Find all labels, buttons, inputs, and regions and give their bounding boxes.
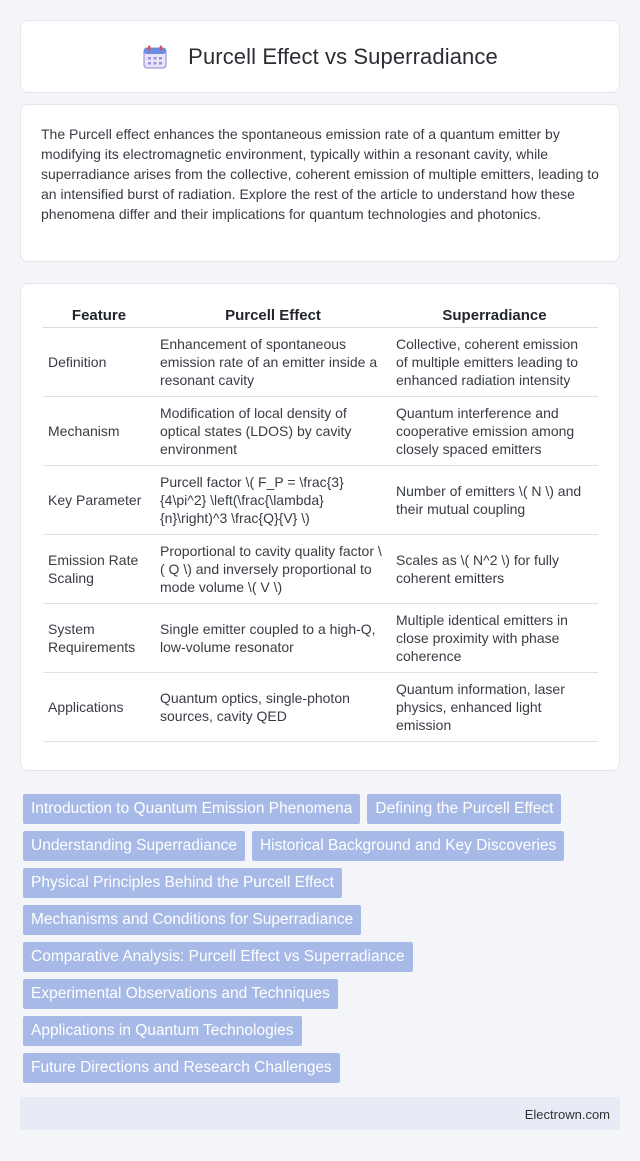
cell-purcell: Purcell factor \( F_P = \frac{3}{4\pi^2} \left(\frac{\lambda}{n}\right)^3 \frac{Q}{V} \) (155, 466, 391, 535)
cell-purcell: Enhancement of spontaneous emission rate of an emitter inside a resonant cavity (155, 328, 391, 397)
cell-feature: Definition (43, 328, 155, 397)
table-row (43, 328, 598, 397)
cell-feature: System Requirements (43, 604, 155, 673)
topic-tag-link[interactable]: Introduction to Quantum Emission Phenomena (23, 794, 360, 824)
cell-feature: Mechanism (43, 397, 155, 466)
header-card (20, 20, 620, 93)
cell-superradiance: Multiple identical emitters in close proximity with phase coherence (391, 604, 598, 673)
table-row (43, 673, 598, 742)
topic-tag-link[interactable]: Mechanisms and Conditions for Superradiance (23, 905, 361, 935)
cell-superradiance: Quantum interference and cooperative emission among closely spaced emitters (391, 397, 598, 466)
calendar-icon (142, 44, 168, 70)
page-title: Purcell Effect vs Superradiance (188, 43, 498, 69)
topic-tag-link[interactable]: Future Directions and Research Challenges (23, 1053, 340, 1083)
column-header-superradiance: Superradiance (391, 303, 598, 328)
cell-superradiance: Quantum information, laser physics, enhanced light emission (391, 673, 598, 742)
cell-purcell: Proportional to cavity quality factor \( Q \) and inversely proportional to mode volume \( V \) (155, 535, 391, 604)
cell-superradiance: Scales as \( N^2 \) for fully coherent emitters (391, 535, 598, 604)
cell-purcell: Single emitter coupled to a high-Q, low-volume resonator (155, 604, 391, 673)
intro-card (20, 104, 620, 262)
table-row (43, 535, 598, 604)
footer-site-name: Electrown.com (524, 1107, 610, 1122)
table-row (43, 397, 598, 466)
cell-superradiance: Collective, coherent emission of multiple emitters leading to enhanced radiation intensity (391, 328, 598, 397)
cell-purcell: Modification of local density of optical states (LDOS) by cavity environment (155, 397, 391, 466)
cell-feature: Emission Rate Scaling (43, 535, 155, 604)
table-row (43, 466, 598, 535)
intro-paragraph: The Purcell effect enhances the spontaneous emission rate of a quantum emitter by modifying its electromagnetic environment, typically within a resonant cavity, while superradiance arises from the collective, coherent emission of multiple emitters, leading to an intensified burst of radiation. Explore the rest of the article to understand how these phenomena differ and their implications for quantum technologies and photonics. (41, 126, 599, 222)
topic-tag-link[interactable]: Physical Principles Behind the Purcell Effect (23, 868, 342, 898)
topic-tag-link[interactable]: Experimental Observations and Techniques (23, 979, 338, 1009)
topic-tag-link[interactable]: Applications in Quantum Technologies (23, 1016, 302, 1046)
column-header-purcell: Purcell Effect (155, 303, 391, 328)
topic-tag-link[interactable]: Defining the Purcell Effect (367, 794, 561, 824)
cell-purcell: Quantum optics, single-photon sources, cavity QED (155, 673, 391, 742)
comparison-table (43, 303, 598, 742)
footer (20, 1097, 620, 1130)
cell-feature: Key Parameter (43, 466, 155, 535)
column-header-feature: Feature (43, 303, 155, 328)
comparison-card (20, 283, 620, 771)
table-header-row (43, 303, 598, 328)
topic-tag-link[interactable]: Understanding Superradiance (23, 831, 245, 861)
cell-superradiance: Number of emitters \( N \) and their mutual coupling (391, 466, 598, 535)
table-row (43, 604, 598, 673)
topic-tag-link[interactable]: Historical Background and Key Discoveries (252, 831, 564, 861)
cell-feature: Applications (43, 673, 155, 742)
topic-tag-link[interactable]: Comparative Analysis: Purcell Effect vs Superradiance (23, 942, 413, 972)
topic-tags (23, 794, 593, 1090)
